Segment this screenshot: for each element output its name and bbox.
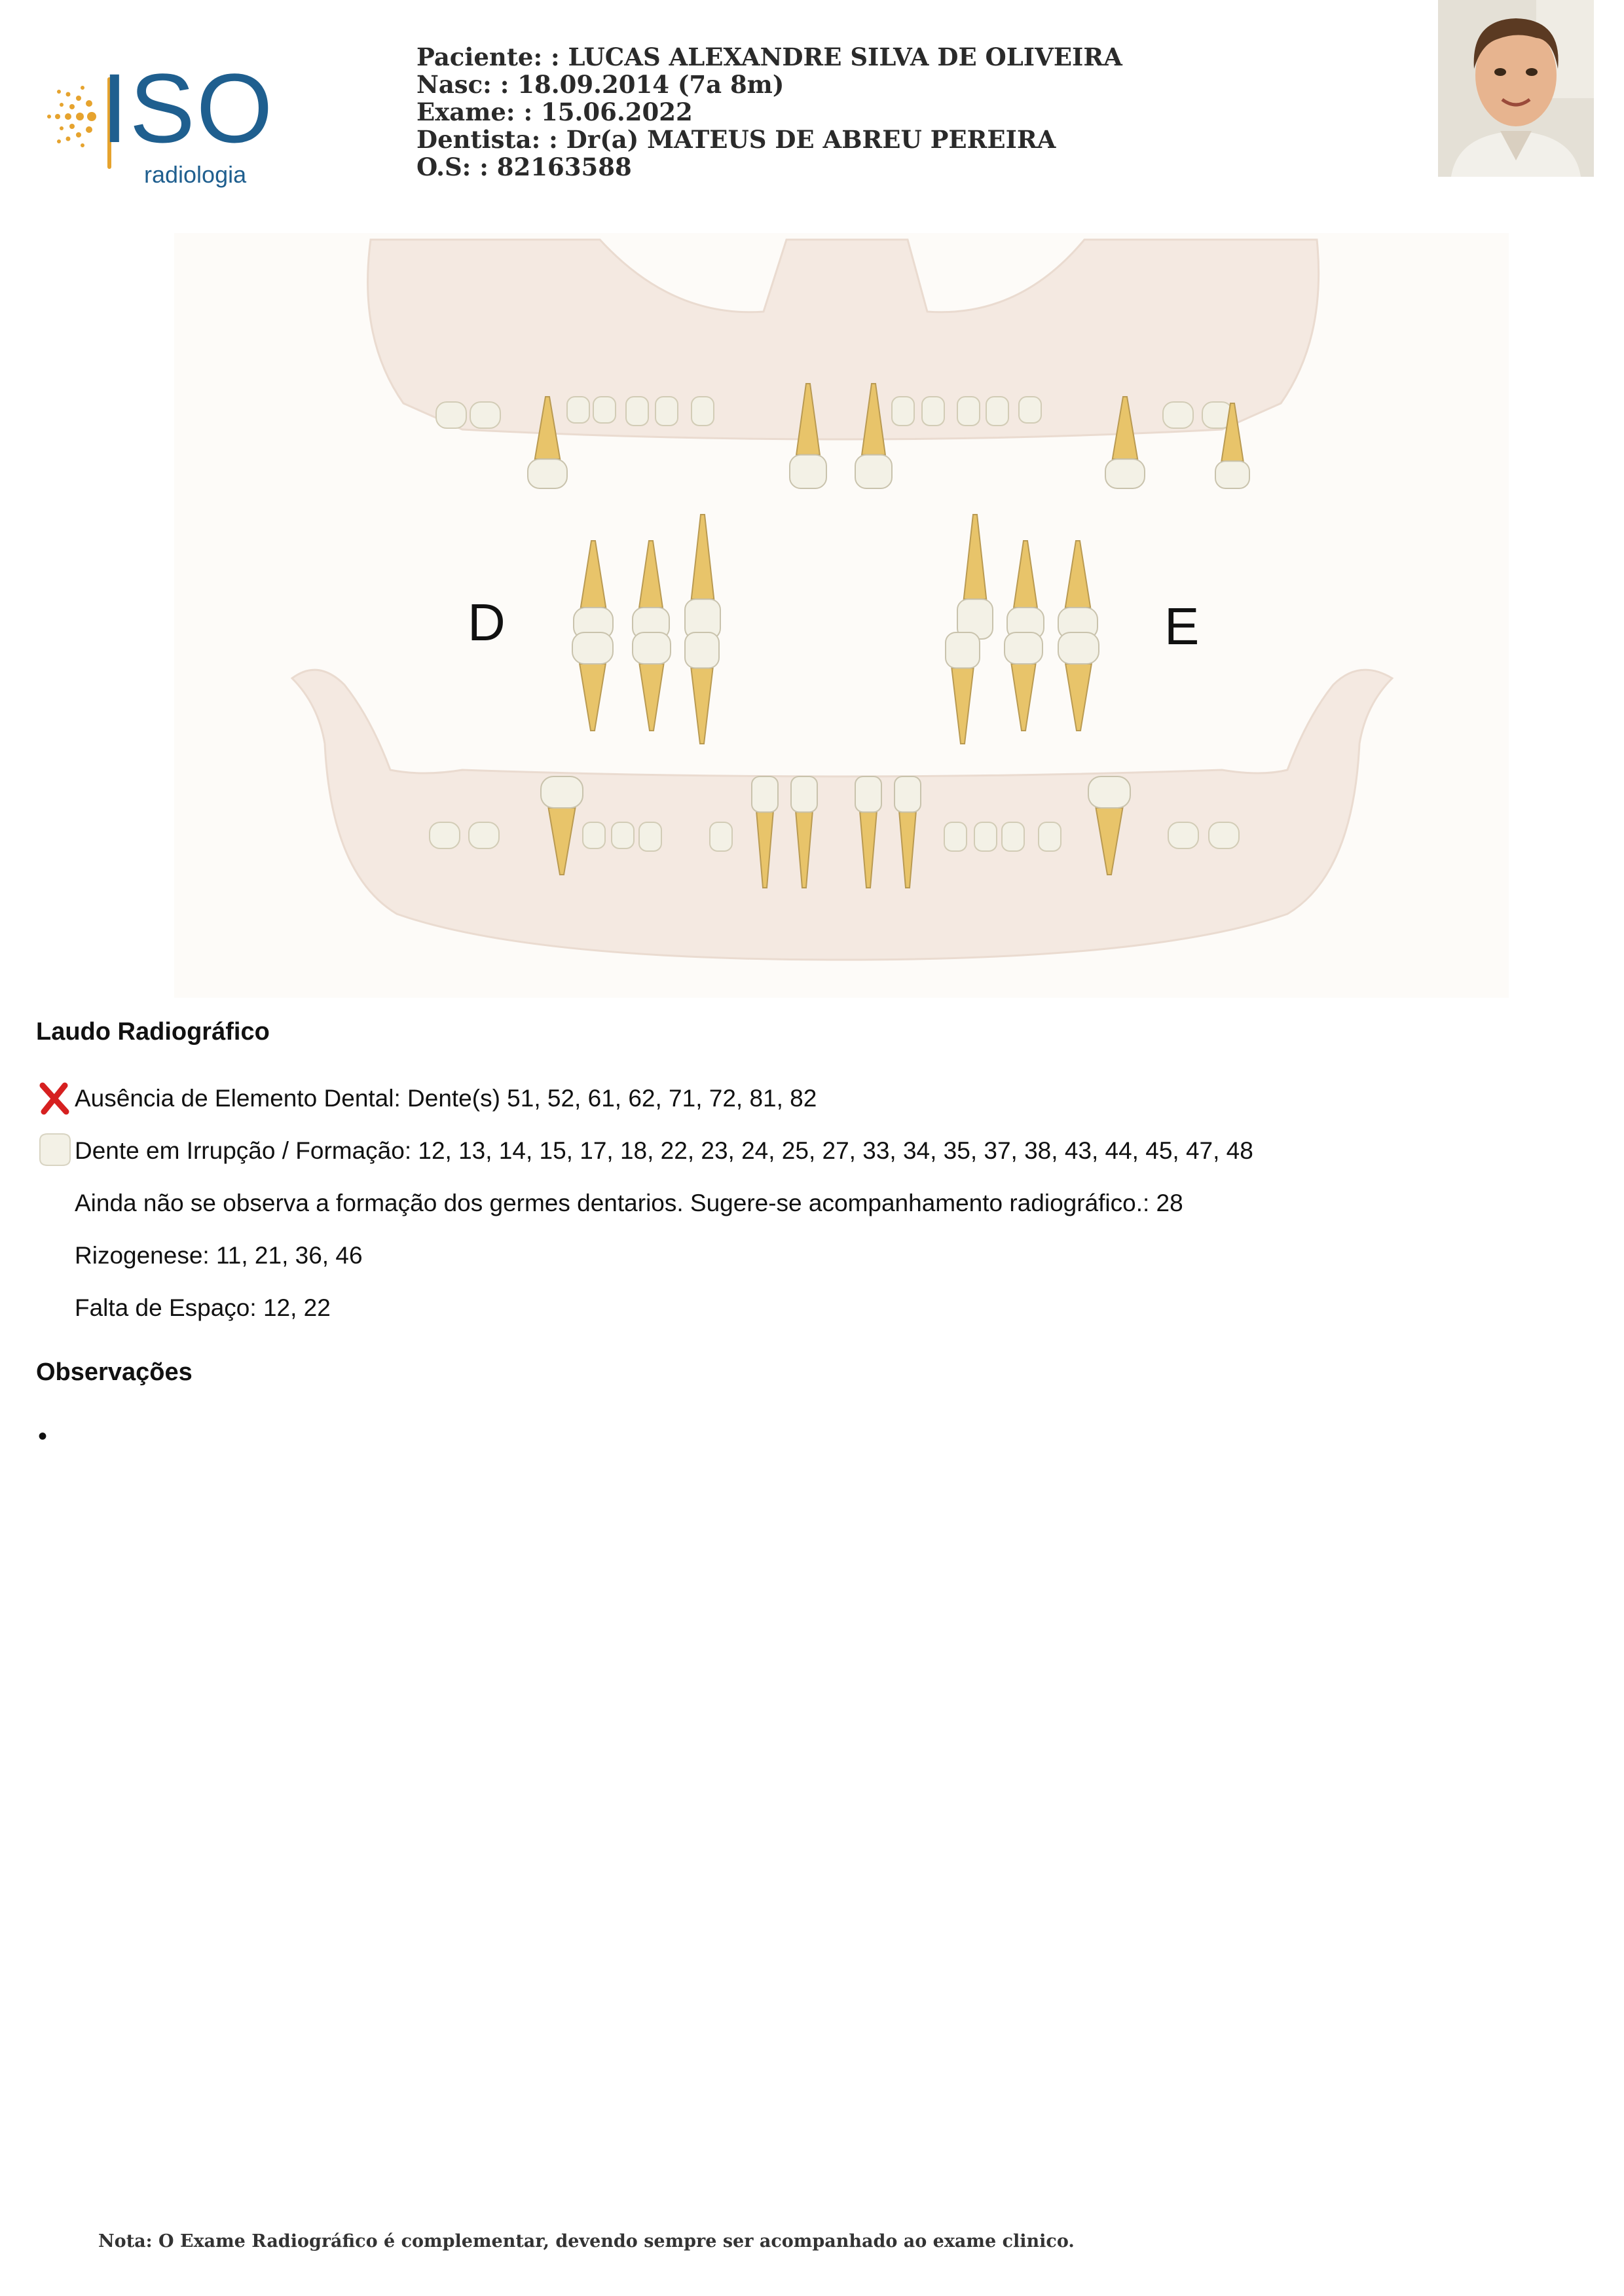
finding-absence: Ausência de Elemento Dental: Dente(s) 51, 52, 61, 62, 71, 72, 81, 82 [75, 1085, 817, 1112]
logo-sunburst-icon [46, 77, 105, 156]
lower-germ [944, 822, 967, 851]
upper-germ [922, 397, 944, 426]
primary-upper-55 [574, 541, 613, 639]
primary-upper-64 [1007, 541, 1044, 639]
tooth-icon [36, 1131, 73, 1168]
primary-lower-84 [633, 632, 671, 731]
lower-germ [710, 822, 732, 851]
upper-germ [957, 397, 980, 426]
upper-germ [892, 397, 914, 426]
upper-germ [1019, 397, 1041, 423]
mandible-shape [292, 670, 1392, 960]
lower-germ [430, 822, 460, 848]
lower-germ [639, 822, 661, 851]
primary-lower-73 [946, 632, 980, 744]
logo-brand-text: ISO [101, 53, 274, 163]
lower-germ [469, 822, 499, 848]
report-title: Laudo Radiográfico [36, 1018, 270, 1046]
primary-lower-74 [1005, 632, 1043, 731]
finding-eruption: Dente em Irrupção / Formação: 12, 13, 14, 15, 17, 18, 22, 23, 24, 25, 27, 33, 34, 35, 37, 38, 43, 44, 45, 47, 48 [75, 1137, 1253, 1164]
finding-germ-formation: Ainda não se observa a formação dos germes dentarios. Sugere-se acompanhamento radiográfico.: 28 [75, 1190, 1183, 1216]
primary-upper-53 [685, 515, 720, 639]
upper-germ [470, 402, 500, 428]
primary-upper-54 [633, 541, 669, 639]
observations-title: Observações [36, 1358, 193, 1386]
patient-photo [1438, 0, 1594, 177]
finding-lack-of-space: Falta de Espaço: 12, 22 [75, 1294, 331, 1321]
lower-germ [1039, 822, 1061, 851]
primary-upper-65 [1058, 541, 1098, 639]
red-x-icon [36, 1080, 73, 1117]
finding-rhizogenesis: Rizogenese: 11, 21, 36, 46 [75, 1242, 363, 1269]
order-number: O.S: : 82163588 [416, 153, 632, 181]
observation-bullet: • [38, 1422, 48, 1451]
primary-lower-85 [572, 632, 613, 731]
upper-germ [593, 397, 616, 423]
primary-upper-63 [957, 515, 993, 639]
left-side-label: E [1164, 597, 1200, 655]
upper-germ [567, 397, 589, 423]
exam-date: Exame: : 15.06.2022 [416, 98, 693, 126]
upper-germ [1163, 402, 1193, 428]
patient-birth: Nasc: : 18.09.2014 (7a 8m) [416, 70, 784, 99]
dentist-name: Dentista: : Dr(a) MATEUS DE ABREU PEREIRA [416, 125, 1056, 154]
lower-germ [974, 822, 997, 851]
primary-lower-83 [685, 632, 719, 744]
lower-germ [1209, 822, 1239, 848]
lower-germ [1168, 822, 1198, 848]
upper-germ [692, 397, 714, 426]
upper-germ [626, 397, 648, 426]
right-side-label: D [468, 593, 506, 651]
lower-germ [583, 822, 605, 848]
upper-germ [655, 397, 678, 426]
iso-radiologia-logo [46, 53, 274, 189]
dental-chart [174, 233, 1509, 998]
patient-info [416, 43, 1122, 181]
lower-germ [1002, 822, 1024, 851]
patient-name: Paciente: : LUCAS ALEXANDRE SILVA DE OLIVEIRA [416, 43, 1122, 71]
lower-germ [612, 822, 634, 848]
footer-note: Nota: O Exame Radiográfico é complementar, devendo sempre ser acompanhado ao exame clinico. [98, 2231, 1075, 2251]
upper-germ [436, 402, 466, 428]
primary-lower-75 [1058, 632, 1099, 731]
logo-subtitle: radiologia [144, 161, 247, 188]
upper-germ [986, 397, 1008, 426]
